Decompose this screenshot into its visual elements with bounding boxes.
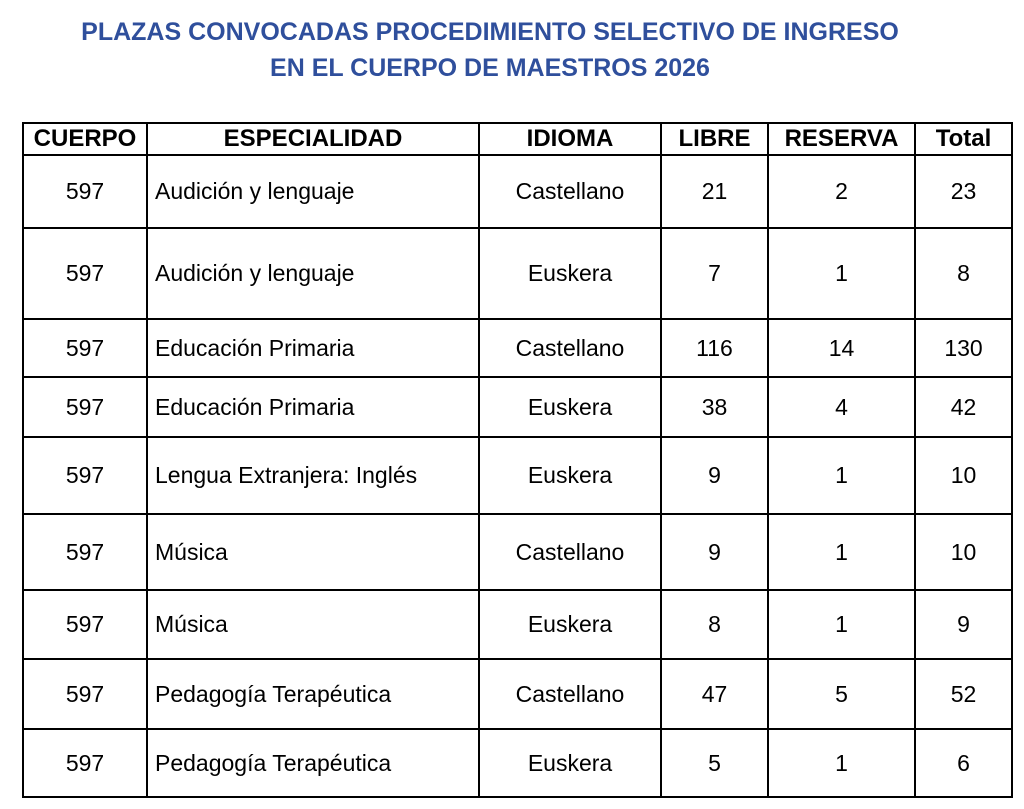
cell-reserva: 1 — [768, 729, 915, 797]
table-row — [23, 228, 1012, 319]
plazas-table — [22, 122, 1013, 798]
cell-idioma: Euskera — [479, 729, 661, 797]
cell-libre: 9 — [661, 514, 768, 590]
cell-reserva: 2 — [768, 155, 915, 228]
cell-total: 130 — [915, 319, 1012, 377]
cell-especialidad: Música — [147, 590, 479, 659]
header-especialidad: ESPECIALIDAD — [147, 123, 479, 155]
cell-especialidad: Lengua Extranjera: Inglés — [147, 437, 479, 514]
cell-cuerpo: 597 — [23, 729, 147, 797]
cell-libre: 47 — [661, 659, 768, 729]
cell-cuerpo: 597 — [23, 437, 147, 514]
cell-cuerpo: 597 — [23, 155, 147, 228]
cell-total: 9 — [915, 590, 1012, 659]
cell-idioma: Castellano — [479, 319, 661, 377]
title-line-2: EN EL CUERPO DE MAESTROS 2026 — [270, 54, 710, 82]
cell-idioma: Castellano — [479, 659, 661, 729]
header-cuerpo: CUERPO — [23, 123, 147, 155]
cell-cuerpo: 597 — [23, 319, 147, 377]
cell-especialidad: Pedagogía Terapéutica — [147, 659, 479, 729]
table-row — [23, 514, 1012, 590]
cell-especialidad: Audición y lenguaje — [147, 155, 479, 228]
cell-cuerpo: 597 — [23, 590, 147, 659]
cell-reserva: 4 — [768, 377, 915, 437]
header-total: Total — [915, 123, 1012, 155]
title-line-1: PLAZAS CONVOCADAS PROCEDIMIENTO SELECTIVO DE INGRESO — [81, 18, 899, 46]
cell-idioma: Castellano — [479, 514, 661, 590]
cell-libre: 7 — [661, 228, 768, 319]
cell-idioma: Castellano — [479, 155, 661, 228]
cell-total: 6 — [915, 729, 1012, 797]
cell-especialidad: Música — [147, 514, 479, 590]
cell-cuerpo: 597 — [23, 377, 147, 437]
cell-libre: 8 — [661, 590, 768, 659]
table-header-row — [23, 123, 1012, 155]
cell-libre: 116 — [661, 319, 768, 377]
cell-especialidad: Educación Primaria — [147, 377, 479, 437]
cell-total: 10 — [915, 437, 1012, 514]
cell-libre: 21 — [661, 155, 768, 228]
cell-total: 52 — [915, 659, 1012, 729]
cell-reserva: 1 — [768, 437, 915, 514]
table-row — [23, 319, 1012, 377]
cell-especialidad: Pedagogía Terapéutica — [147, 729, 479, 797]
cell-total: 42 — [915, 377, 1012, 437]
cell-idioma: Euskera — [479, 590, 661, 659]
header-reserva: RESERVA — [768, 123, 915, 155]
header-libre: LIBRE — [661, 123, 768, 155]
cell-total: 23 — [915, 155, 1012, 228]
table-row — [23, 590, 1012, 659]
cell-especialidad: Audición y lenguaje — [147, 228, 479, 319]
cell-total: 8 — [915, 228, 1012, 319]
cell-libre: 9 — [661, 437, 768, 514]
cell-total: 10 — [915, 514, 1012, 590]
cell-reserva: 5 — [768, 659, 915, 729]
cell-reserva: 1 — [768, 514, 915, 590]
cell-libre: 5 — [661, 729, 768, 797]
cell-cuerpo: 597 — [23, 514, 147, 590]
page-title — [0, 14, 980, 86]
cell-cuerpo: 597 — [23, 228, 147, 319]
table-row — [23, 155, 1012, 228]
cell-especialidad: Educación Primaria — [147, 319, 479, 377]
cell-idioma: Euskera — [479, 228, 661, 319]
header-idioma: IDIOMA — [479, 123, 661, 155]
cell-reserva: 14 — [768, 319, 915, 377]
table-row — [23, 377, 1012, 437]
cell-cuerpo: 597 — [23, 659, 147, 729]
cell-idioma: Euskera — [479, 377, 661, 437]
cell-idioma: Euskera — [479, 437, 661, 514]
table-row — [23, 437, 1012, 514]
cell-reserva: 1 — [768, 228, 915, 319]
cell-reserva: 1 — [768, 590, 915, 659]
table-row — [23, 659, 1012, 729]
table-row — [23, 729, 1012, 797]
cell-libre: 38 — [661, 377, 768, 437]
